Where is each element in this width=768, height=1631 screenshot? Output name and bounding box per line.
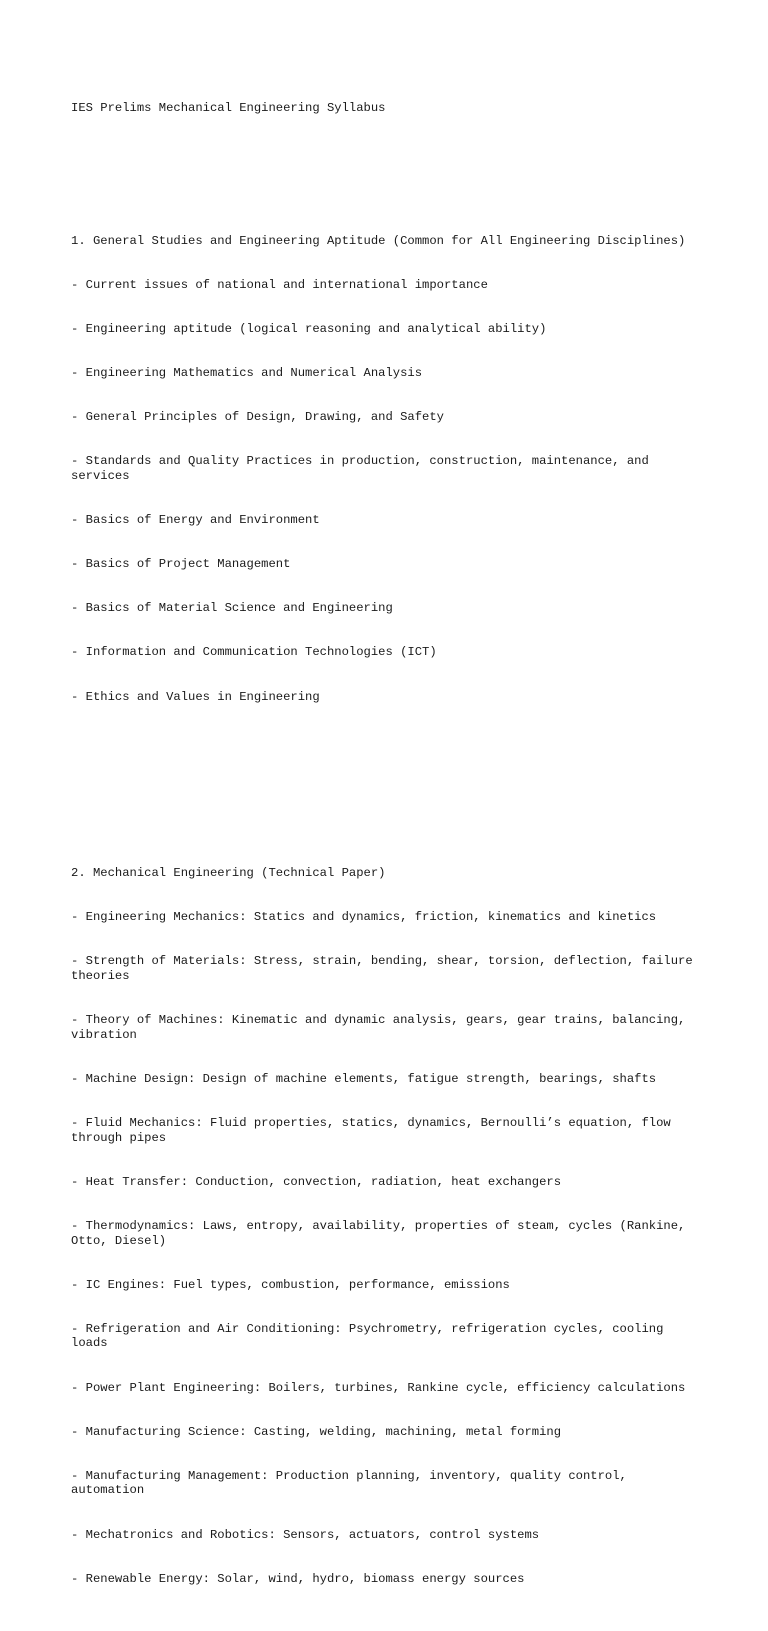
list-item: - Current issues of national and international importance [71, 277, 488, 292]
list-item: - Basics of Project Management [71, 557, 291, 572]
list-item: - Refrigeration and Air Conditioning: Psychrometry, refrigeration cycles, cooling loads [71, 1321, 671, 1351]
section-mechanical-engineering [71, 837, 701, 1616]
list-item: - Basics of Material Science and Engineering [71, 601, 393, 616]
document-page [71, 72, 701, 1631]
list-item: - Renewable Energy: Solar, wind, hydro, biomass energy sources [71, 1571, 525, 1586]
list-item: - Manufacturing Management: Production planning, inventory, quality control, automation [71, 1468, 635, 1498]
section-heading: 1. General Studies and Engineering Aptitude (Common for All Engineering Disciplines) [71, 233, 686, 248]
section-heading: 2. Mechanical Engineering (Technical Paper) [71, 865, 386, 880]
list-item: - Manufacturing Science: Casting, welding, machining, metal forming [71, 1424, 562, 1439]
list-item: - Information and Communication Technologies (ICT) [71, 645, 437, 660]
spacer [71, 146, 701, 161]
list-item: - Engineering Mathematics and Numerical Analysis [71, 366, 423, 381]
list-item: - Theory of Machines: Kinematic and dynamic analysis, gears, gear trains, balancing, vibration [71, 1012, 693, 1042]
section-general-studies [71, 204, 701, 733]
list-item: - Strength of Materials: Stress, strain, bending, shear, torsion, deflection, failure theories [71, 954, 700, 983]
list-item: - Standards and Quality Practices in production, construction, maintenance, and services [71, 454, 657, 483]
list-item: - Heat Transfer: Conduction, convection, radiation, heat exchangers [71, 1174, 562, 1189]
list-item: - Power Plant Engineering: Boilers, turbines, Rankine cycle, efficiency calculations [71, 1380, 686, 1395]
list-item: - Engineering Mechanics: Statics and dynamics, friction, kinematics and kinetics [71, 910, 657, 925]
list-item: - Fluid Mechanics: Fluid properties, statics, dynamics, Bernoulli’s equation, flow through pipes [71, 1115, 679, 1145]
list-item: - Thermodynamics: Laws, entropy, availability, properties of steam, cycles (Rankine, Otto, Diesel) [71, 1218, 693, 1248]
list-item: - Mechatronics and Robotics: Sensors, actuators, control systems [71, 1527, 540, 1542]
list-item: - Machine Design: Design of machine elements, fatigue strength, bearings, shafts [71, 1071, 657, 1086]
list-item: - Engineering aptitude (logical reasoning and analytical ability) [71, 321, 547, 336]
list-item: - Ethics and Values in Engineering [71, 689, 320, 704]
list-item: - Basics of Energy and Environment [71, 513, 320, 528]
spacer [71, 778, 701, 793]
list-item: - General Principles of Design, Drawing, and Safety [71, 410, 444, 425]
list-item: - IC Engines: Fuel types, combustion, performance, emissions [71, 1277, 510, 1292]
document-title: IES Prelims Mechanical Engineering Syllabus [71, 101, 386, 116]
